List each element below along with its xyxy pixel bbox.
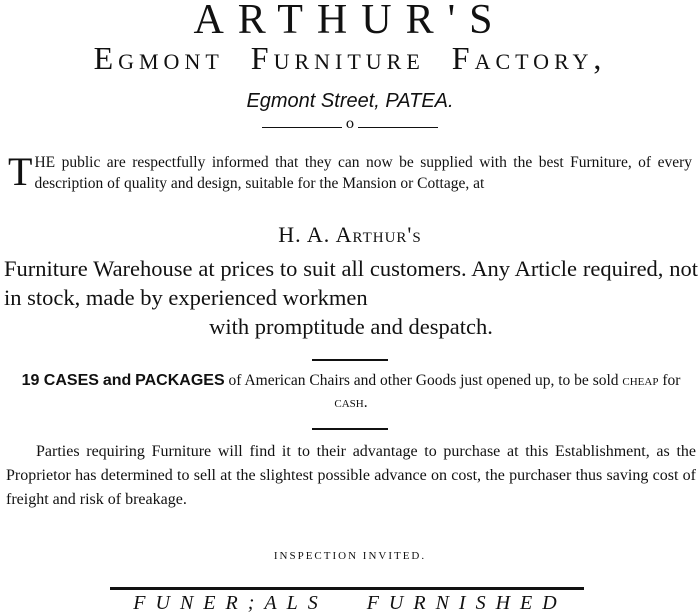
ornamental-rule	[0, 118, 700, 136]
proprietor-name: H. A. Arthur's	[278, 222, 422, 247]
divider-rule-2	[312, 428, 388, 430]
advert-subtitle: Egmont Furniture Factory,	[93, 40, 607, 76]
advert-title: ARTHUR'S	[193, 0, 507, 43]
rule-right	[358, 127, 438, 128]
drop-cap: T	[8, 149, 33, 194]
cases-cheap: cheap	[622, 372, 659, 389]
warehouse-line-1: Furniture Warehouse at prices to suit all customers. Any Article required, not in stock, made by experienced workmen	[4, 256, 698, 310]
rule-ornament: o	[345, 116, 355, 132]
rule-left	[262, 127, 342, 128]
intro-text: HE public are respectfully informed that they can now be supplied with the best Furniture, of every description of quality and design, suitable for the Mansion or Cottage, at	[34, 154, 692, 192]
cases-and: and	[102, 372, 132, 389]
cases-bold-2: PACKAGES	[135, 372, 225, 389]
warehouse-paragraph	[4, 254, 698, 341]
footer-rule	[110, 587, 584, 590]
cases-bold-1: 19 CASES	[21, 372, 99, 389]
parties-paragraph	[6, 440, 696, 512]
intro-paragraph	[8, 149, 692, 194]
cases-text: of American Chairs and other Goods just opened up, to be sold	[228, 372, 619, 389]
footer-heading: FUNER;ALS FURNISHED	[133, 592, 567, 614]
cases-for: for	[662, 372, 681, 389]
divider-rule-1	[312, 359, 388, 361]
parties-text: Parties requiring Furniture will find it to their advantage to purchase at this Establishment, as the Proprietor has determined to sell at the slightest possible advance on cost, the purchaser thus saving cost of freight and risk of breakage.	[6, 443, 696, 508]
warehouse-line-2: with promptitude and despatch.	[209, 314, 493, 339]
cases-cash: cash.	[334, 394, 368, 411]
address: Egmont Street, PATEA.	[246, 90, 454, 112]
cases-notice	[4, 370, 698, 414]
inspection-note: INSPECTION INVITED.	[273, 550, 427, 562]
